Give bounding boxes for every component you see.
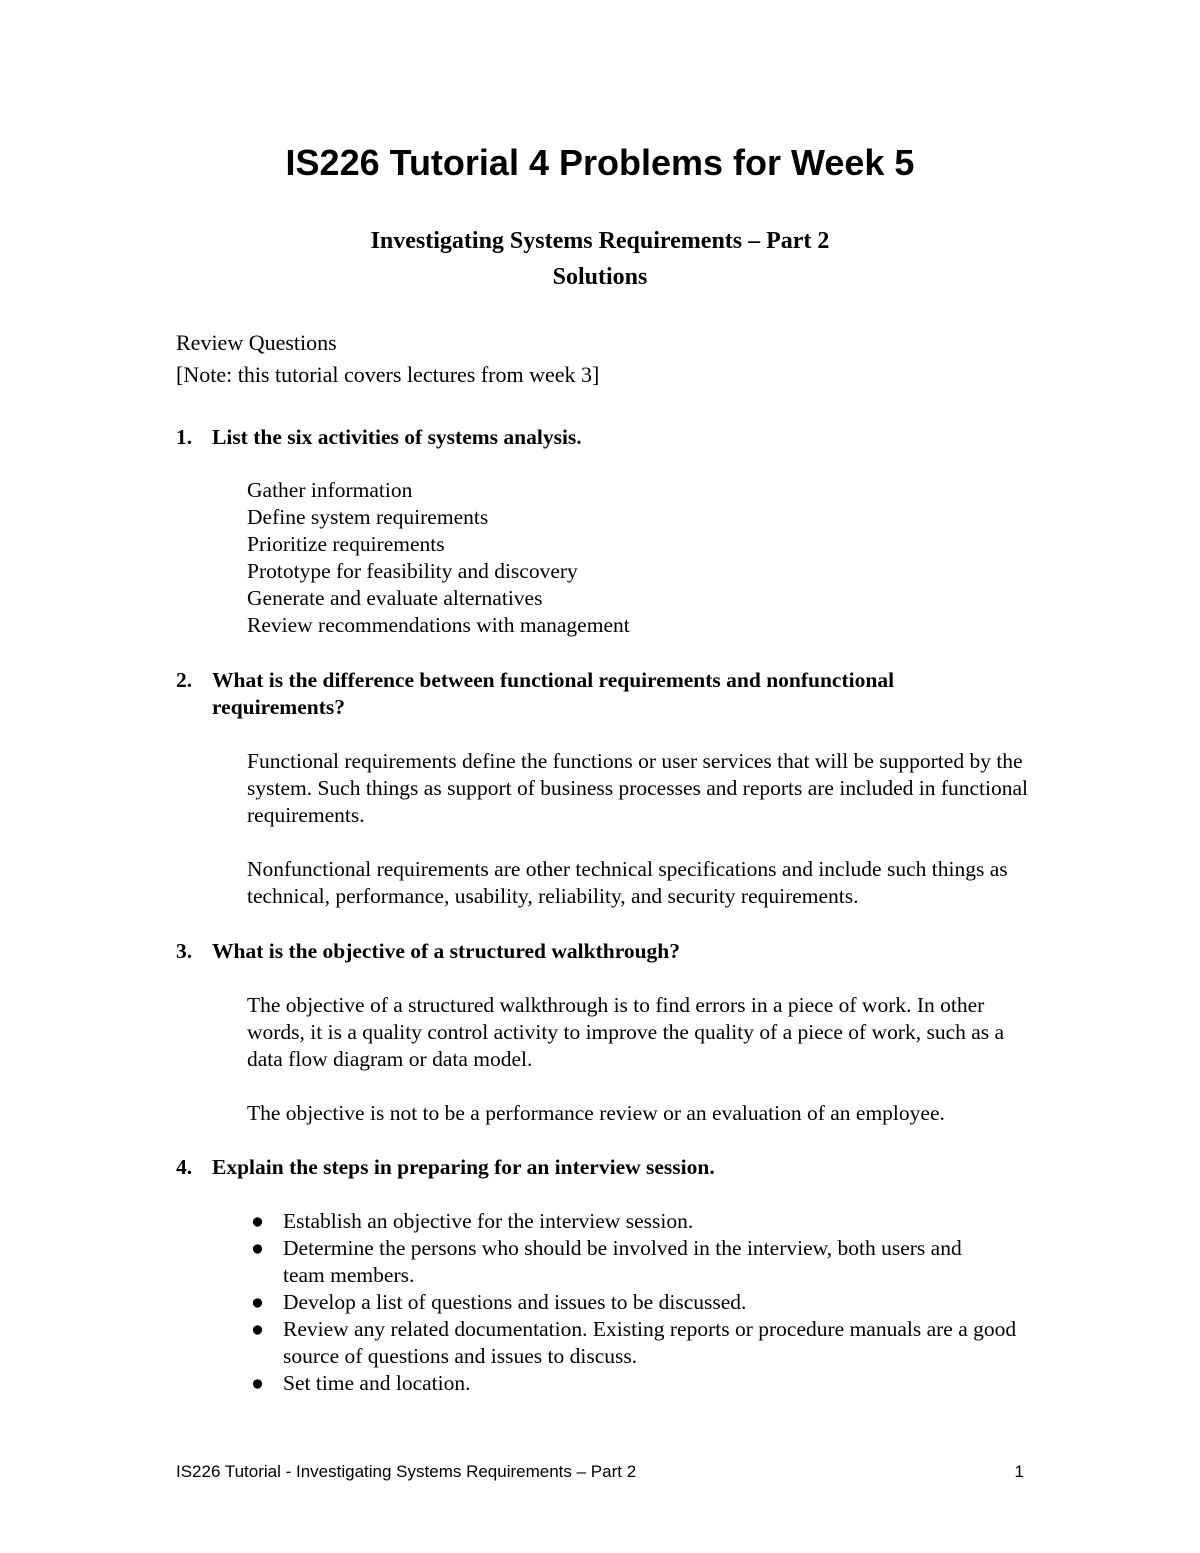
answer-line: Review recommendations with management [247,613,630,637]
subtitle-solutions: Solutions [552,264,648,290]
bullet-text: Review any related documentation. Existing reports or procedure manuals are a good source of questions and issues to discuss. [283,1317,1017,1368]
bullet-text: Set time and location. [283,1371,471,1395]
page-number: 1 [1014,1462,1024,1481]
question-text: What is the objective of a structured walkthrough? [212,939,681,963]
answer-1-list [247,477,1047,639]
answer-paragraph: Functional requirements define the functions or user services that will be supported by the system. Such things as support of business processes and reports are included in functional requirements. [247,749,1029,827]
question-text: What is the difference between functional requirements and nonfunctional requirements? [212,668,895,719]
page-title: IS226 Tutorial 4 Problems for Week 5 [285,142,915,183]
bullet-item [247,1235,993,1289]
answer-line: Generate and evaluate alternatives [247,586,543,610]
bullet-icon: ● [251,1371,264,1395]
bullet-icon: ● [251,1317,264,1341]
bullet-text: Develop a list of questions and issues to be discussed. [283,1290,747,1314]
question-number: 2. [176,668,193,692]
question-text: Explain the steps in preparing for an interview session. [212,1155,715,1179]
answer-paragraph: The objective is not to be a performance review or an evaluation of an employee. [247,1101,945,1125]
bullet-text: Determine the persons who should be involved in the interview, both users and team members. [283,1236,962,1287]
bullet-item [247,1208,1037,1235]
answer-paragraph: Nonfunctional requirements are other technical specifications and include such things as technical, performance, usability, reliability, and security requirements. [247,857,1008,908]
answer-paragraph: The objective of a structured walkthrough is to find errors in a piece of work. In other words, it is a quality control activity to improve the quality of a piece of work, such as a data flow diagram or data model. [247,993,1005,1071]
bullet-icon: ● [251,1236,264,1260]
bullet-icon: ● [251,1209,264,1233]
question-number: 4. [176,1155,193,1179]
bullet-item [247,1289,1037,1316]
footer-text: IS226 Tutorial - Investigating Systems Requirements – Part 2 [176,1462,637,1481]
answer-line: Gather information [247,478,413,502]
bullet-text: Establish an objective for the interview session. [283,1209,694,1233]
answer-line: Define system requirements [247,505,489,529]
answer-4-bullets [247,1208,1037,1397]
answer-line: Prototype for feasibility and discovery [247,559,578,583]
note: [Note: this tutorial covers lectures from week 3] [176,362,600,387]
bullet-item [247,1370,1037,1397]
page-footer [176,1462,1024,1482]
section-heading: Review Questions [176,330,337,355]
question-number: 1. [176,425,193,449]
question-number: 3. [176,939,193,963]
answer-line: Prioritize requirements [247,532,445,556]
subtitle: Investigating Systems Requirements – Part 2 [370,228,830,254]
bullet-item [247,1316,1053,1370]
question-text: List the six activities of systems analysis. [212,425,582,449]
bullet-icon: ● [251,1290,264,1314]
